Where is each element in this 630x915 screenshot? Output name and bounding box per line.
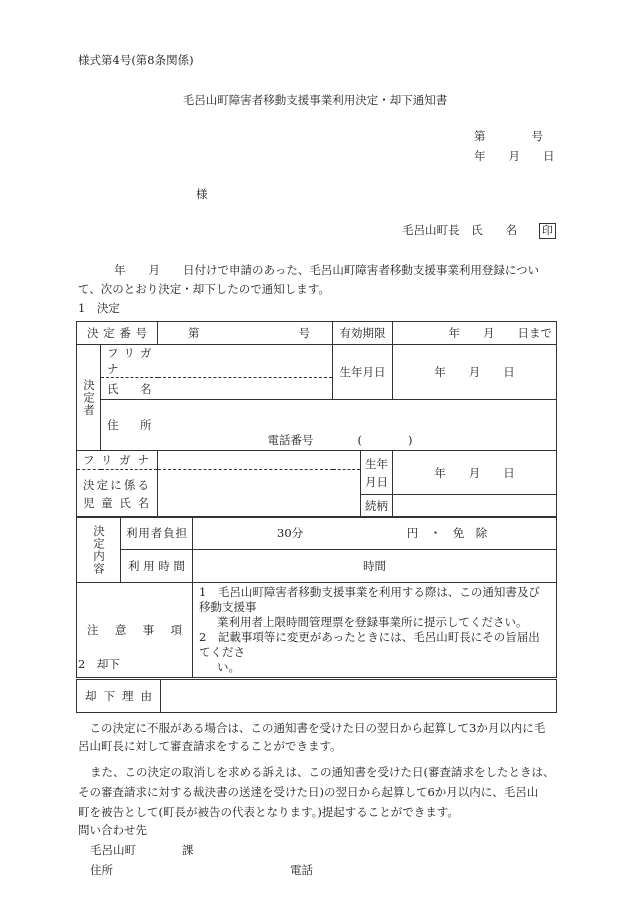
phone-label: 電話番号	[267, 433, 314, 447]
contact-address-label: 住所	[90, 863, 113, 877]
note-2-line-1: 2 記載事項等に変更があったときには、毛呂山町長にその旨届出てくださ	[199, 630, 540, 659]
issue-date-label: 年 月 日	[474, 149, 555, 163]
decision-content-table	[76, 516, 557, 678]
content-label-cell: 決定内容	[77, 517, 121, 583]
section-1-heading: 1 決定	[78, 301, 120, 315]
decided-person-label-cell: 決定者	[77, 345, 101, 451]
contact-phone-label: 電話	[290, 863, 313, 877]
appeal-paragraph-2-line-2: その審査請求に対する裁決書の送達を受けた日)の翌日から起算して6か月以内に、毛呂山	[78, 785, 539, 799]
hours-value-cell: 時間	[193, 550, 557, 583]
child-birthdate-value-cell: 年 月 日	[393, 451, 557, 495]
child-birthdate-label-cell: 生年 月日	[361, 451, 393, 495]
furigana-value-cell	[158, 345, 333, 378]
burden-value-cell: 30分 円 ・ 免 除	[193, 517, 557, 550]
appeal-paragraph-1-line-2: 呂山町長に対して審査請求をすることができます。	[78, 739, 342, 753]
birthdate-label-cell: 生年月日	[333, 345, 393, 400]
form-number: 様式第4号(第8条関係)	[78, 53, 194, 67]
decision-table	[76, 321, 557, 518]
child-furigana-label-cell: フリガナ	[77, 451, 158, 470]
document-number-label: 第 号	[474, 129, 543, 143]
sender-block	[402, 222, 556, 239]
recipient-suffix: 様	[196, 187, 208, 201]
contact-dept: 課	[182, 843, 194, 857]
rejection-reason-label-cell: 却下理由	[77, 680, 161, 713]
relationship-label-cell: 続柄	[361, 495, 393, 518]
validity-label-cell: 有効期限	[333, 322, 393, 345]
rejection-table	[76, 679, 557, 713]
name-value-cell	[158, 378, 333, 400]
section-2-heading: 2 却下	[78, 657, 120, 671]
address-label-cell: 住所	[101, 400, 158, 451]
contact-heading: 問い合わせ先	[78, 823, 147, 837]
notes-label-cell: 注意事項	[77, 583, 193, 678]
contact-office: 毛呂山町	[90, 843, 136, 857]
sender-title: 毛呂山町長	[402, 223, 460, 237]
decision-number-label-cell: 決定番号	[77, 322, 158, 345]
intro-line-2: て、次のとおり決定・却下したので通知します。	[78, 282, 330, 296]
name-label-cell: 氏名	[101, 378, 158, 400]
address-value-cell	[158, 400, 557, 451]
appeal-paragraph-1: この決定に不服がある場合は、この通知書を受けた日の翌日から起算して3か月以内に毛	[89, 721, 546, 735]
appeal-paragraph-2-line-3: 町を被告として(町長が被告の代表となります。)提起することができます。	[78, 805, 459, 819]
burden-label-cell: 利用者負担	[121, 517, 193, 550]
furigana-label-cell: フリガナ	[101, 345, 158, 378]
validity-value-cell: 年 月 日まで	[393, 322, 557, 345]
child-furigana-value-cell	[158, 451, 361, 470]
sender-name-label: 氏 名	[471, 223, 518, 237]
decision-number-value-cell: 第 号	[158, 322, 333, 345]
seal-mark: 印	[539, 223, 556, 239]
notes-value-cell	[193, 583, 557, 678]
phone-value: ( )	[357, 433, 413, 447]
rejection-reason-value-cell	[161, 680, 557, 713]
hours-label-cell: 利用時間	[121, 550, 193, 583]
intro-line-1: 年 月 日付けで申請のあった、毛呂山町障害者移動支援事業利用登録につい	[114, 263, 540, 277]
note-1-line-2: 業利用者上限時間管理票を登録事業所に提示してください。	[217, 615, 528, 629]
page-title: 毛呂山町障害者移動支援事業利用決定・却下通知書	[182, 93, 448, 107]
child-name-value-cell	[158, 470, 361, 518]
relationship-value-cell	[393, 495, 557, 518]
child-name-label-cell: 決定に係る 児童氏名	[77, 470, 158, 518]
appeal-paragraph-2-line-1: また、この決定の取消しを求める訴えは、この通知書を受けた日(審査請求をしたときは、	[90, 765, 555, 779]
note-1-line-1: 1 毛呂山町障害者移動支援事業を利用する際は、この通知書及び移動支援事	[199, 585, 540, 614]
note-2-line-2: い。	[217, 660, 240, 674]
birthdate-value-cell: 年 月 日	[393, 345, 557, 400]
